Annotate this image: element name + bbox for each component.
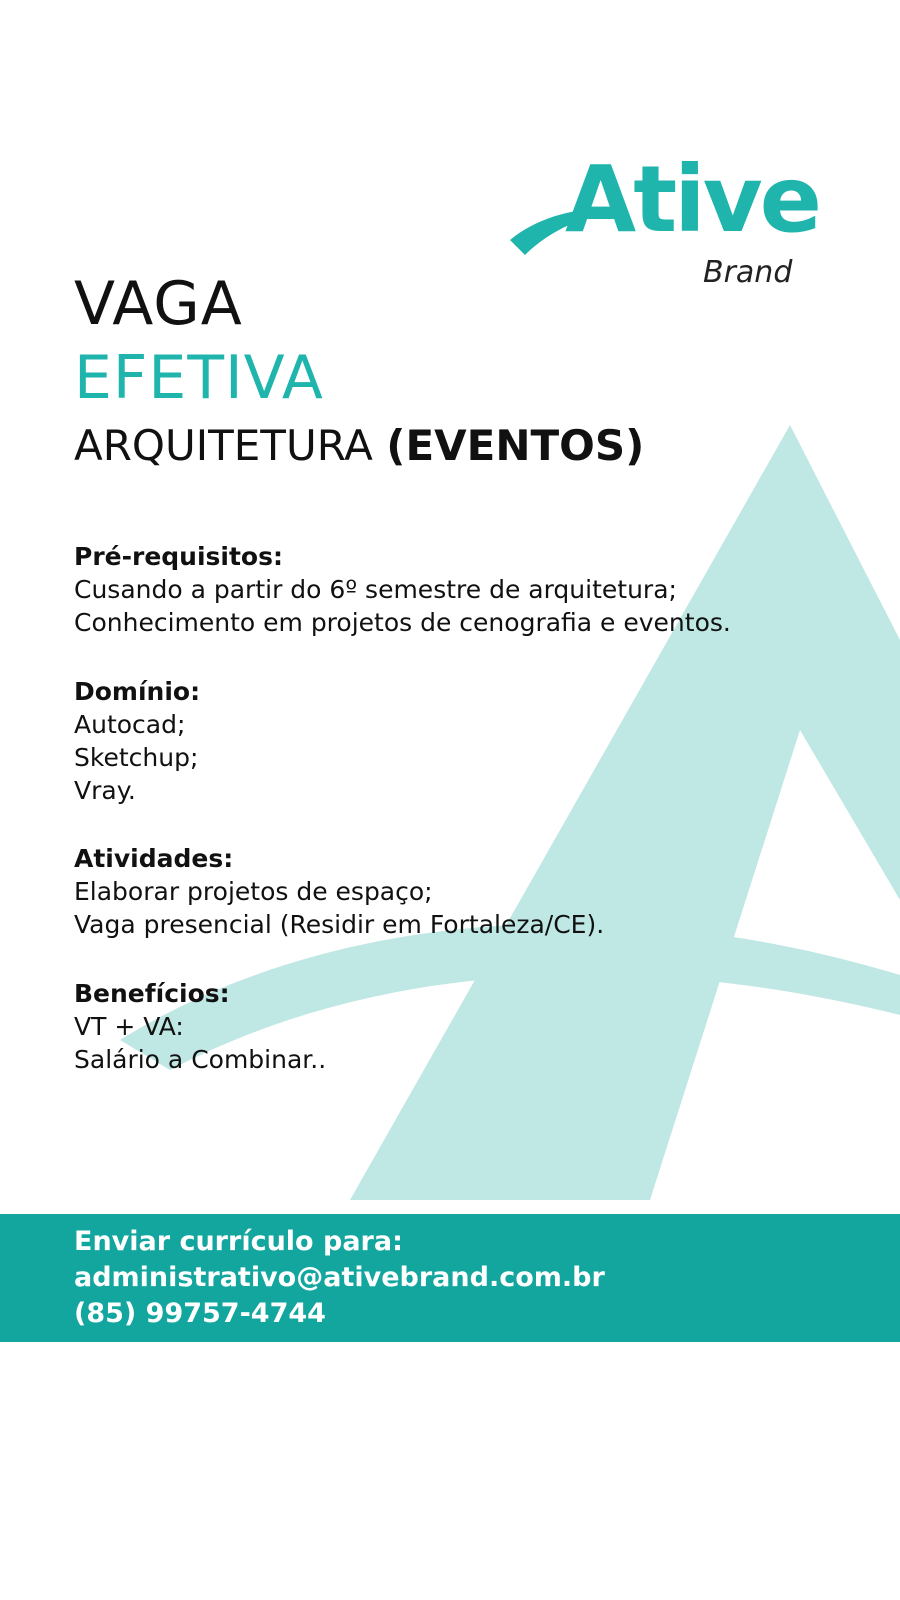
- logo-wordmark: Ative: [565, 146, 820, 253]
- title-efetiva: EFETIVA: [74, 343, 324, 413]
- section-line: Vaga presencial (Residir em Fortaleza/CE).: [74, 910, 605, 939]
- section-heading: Atividades:: [74, 844, 234, 873]
- footer-email[interactable]: administrativo@ativebrand.com.br: [74, 1262, 605, 1293]
- section-line: VT + VA:: [74, 1012, 184, 1041]
- section-dominio: [74, 675, 854, 807]
- section-heading: Benefícios:: [74, 979, 230, 1008]
- section-prerequisitos: [74, 540, 854, 639]
- section-line: Elaborar projetos de espaço;: [74, 877, 433, 906]
- section-line: Autocad;: [74, 710, 186, 739]
- section-heading: Domínio:: [74, 677, 201, 706]
- title-area-bold: (EVENTOS): [386, 421, 645, 470]
- footer-cta: Enviar currículo para:: [74, 1226, 403, 1257]
- contact-footer: [0, 1214, 900, 1342]
- section-line: Salário a Combinar..: [74, 1045, 327, 1074]
- section-heading: Pré-requisitos:: [74, 542, 283, 571]
- section-atividades: [74, 842, 854, 941]
- section-beneficios: [74, 977, 854, 1076]
- section-line: Cusando a partir do 6º semestre de arquitetura;: [74, 575, 677, 604]
- section-line: Conhecimento em projetos de cenografia e eventos.: [74, 608, 731, 637]
- footer-phone[interactable]: (85) 99757-4744: [74, 1298, 326, 1329]
- job-title-block: [74, 268, 644, 476]
- section-line: Sketchup;: [74, 743, 199, 772]
- title-area: [74, 416, 644, 476]
- title-vaga: VAGA: [74, 269, 243, 339]
- logo-subtitle: Brand: [703, 255, 793, 290]
- section-line: Vray.: [74, 776, 136, 805]
- title-area-regular: ARQUITETURA: [74, 421, 373, 470]
